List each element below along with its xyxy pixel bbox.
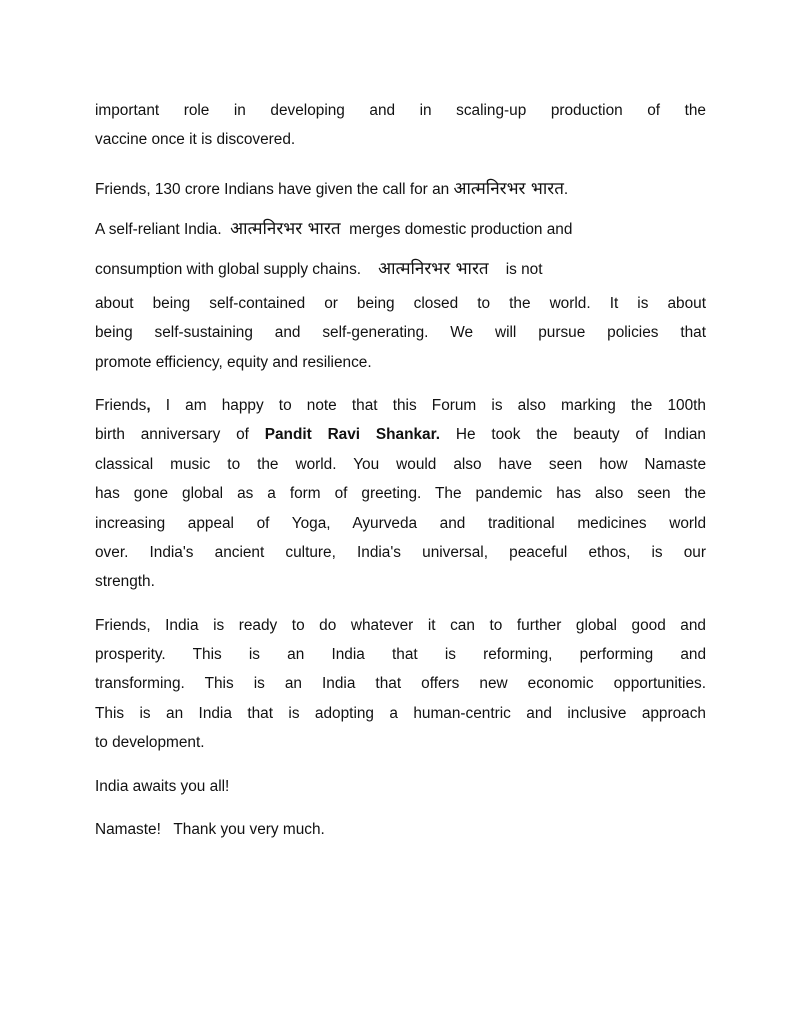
- text-line: vaccine once it is discovered.: [95, 131, 296, 149]
- text-span: .: [563, 180, 569, 198]
- text-line: about being self-contained or being closed to the world. It is about: [95, 294, 706, 312]
- paragraph: [95, 96, 706, 155]
- text-line: [95, 169, 706, 209]
- text-line: over. India's ancient culture, India's universal, peaceful ethos, is our: [95, 543, 706, 561]
- text-line: India awaits you all!: [95, 777, 230, 795]
- text-line: has gone global as a form of greeting. The pandemic has also seen the: [95, 485, 706, 503]
- bold-comma: ,: [146, 396, 151, 414]
- text-line: [95, 391, 706, 420]
- text-span: is not: [488, 260, 543, 278]
- paragraph: [95, 815, 706, 844]
- text-line: increasing appeal of Yoga, Ayurveda and traditional medicines world: [95, 514, 706, 532]
- hindi-phrase: आत्मनिरभर भारत: [230, 218, 341, 239]
- paragraph: [95, 772, 706, 801]
- text-span: He took the beauty of Indian: [440, 426, 706, 444]
- text-line: Friends, India is ready to do whatever it can to further global good and: [95, 616, 706, 634]
- text-span: A self-reliant India.: [95, 220, 231, 238]
- text-span: I am happy to note that this Forum is also marking the 100th: [150, 396, 706, 414]
- text-line: being self-sustaining and self-generating. We will pursue policies that: [95, 324, 706, 342]
- text-span: consumption with global supply chains.: [95, 260, 379, 278]
- paragraph: [95, 391, 706, 597]
- text-line: important role in developing and in scaling-up production of the: [95, 102, 706, 119]
- hindi-phrase: आत्मनिरभर भारत: [453, 178, 564, 199]
- text-span: Friends: [95, 396, 147, 414]
- text-line: to development.: [95, 734, 205, 752]
- bold-name: Pandit Ravi Shankar.: [264, 426, 441, 444]
- text-line: This is an India that is adopting a human-centric and inclusive approach: [95, 704, 706, 722]
- text-line: [95, 249, 706, 289]
- text-line: Namaste! Thank you very much.: [95, 821, 325, 839]
- hindi-phrase: आत्मनिरभर भारत: [378, 258, 489, 279]
- text-line: transforming. This is an India that offers new economic opportunities.: [95, 675, 706, 693]
- paragraph: [95, 611, 706, 758]
- text-span: merges domestic production and: [340, 220, 573, 238]
- text-line: strength.: [95, 573, 155, 591]
- text-span: Friends, 130 crore Indians have given the call for an: [95, 180, 454, 198]
- text-line: classical music to the world. You would also have seen how Namaste: [95, 455, 706, 473]
- text-line: [95, 209, 706, 249]
- text-line: prosperity. This is an India that is reforming, performing and: [95, 646, 706, 664]
- text-line: promote efficiency, equity and resilience.: [95, 353, 372, 371]
- paragraph: [95, 169, 706, 377]
- text-line: [95, 420, 706, 449]
- text-span: birth anniversary of: [95, 426, 265, 444]
